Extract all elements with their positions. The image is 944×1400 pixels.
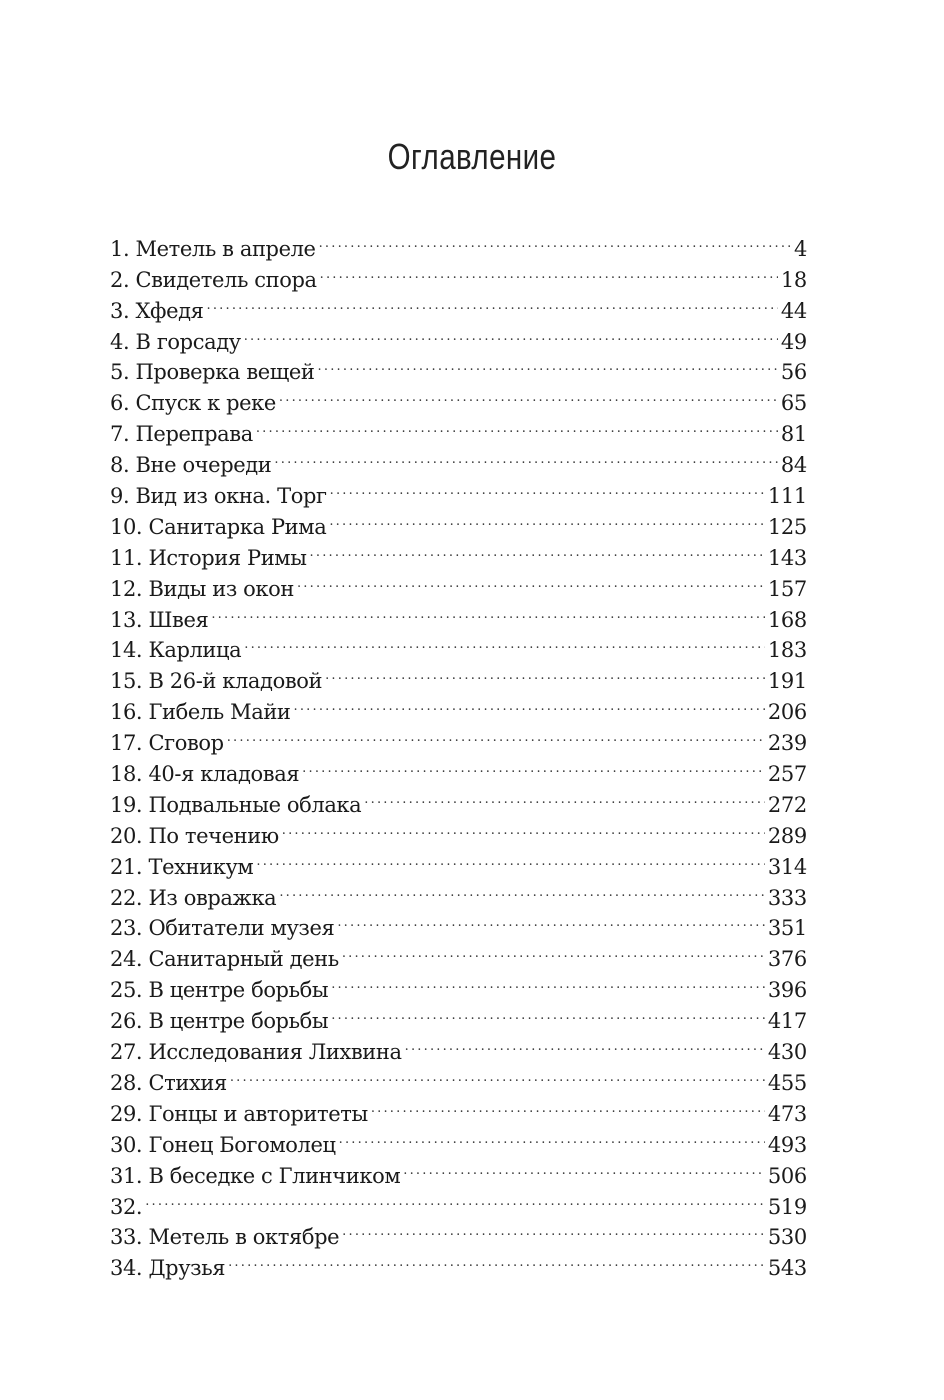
dot-leader (330, 472, 765, 503)
toc-entry-title: 18. 40-я кладовая (110, 762, 300, 787)
toc-entry-title: 15. В 26-й кладовой (110, 669, 323, 694)
dot-leader (282, 812, 765, 843)
toc-entry-page: 157 (767, 576, 807, 601)
toc-entry-page: 239 (767, 731, 807, 756)
dot-leader (256, 410, 778, 441)
toc-entry-title: 12. Виды из окон (110, 576, 294, 601)
toc-entry-page: 530 (767, 1225, 807, 1250)
toc-entry (110, 627, 807, 663)
toc-entry-page: 65 (780, 391, 807, 416)
dot-leader (342, 1214, 765, 1245)
toc-entry-page: 543 (767, 1256, 807, 1281)
dot-leader (403, 1152, 765, 1183)
toc-entry-title: 33. Метель в октябре (110, 1225, 340, 1250)
toc-entry-title: 34. Друзья (110, 1256, 226, 1281)
toc-entry-title: 14. Карлица (110, 638, 242, 663)
dot-leader (364, 781, 765, 812)
toc-entry-title: 27. Исследования Лихвина (110, 1040, 402, 1065)
toc-entry-title: 9. Вид из окна. Торг (110, 484, 327, 509)
toc-entry-title: 21. Техникум (110, 854, 254, 879)
toc-entry-title: 25. В центре борьбы (110, 978, 329, 1003)
toc-entry-page: 376 (767, 947, 807, 972)
toc-entry-title: 20. По течению (110, 823, 279, 848)
dot-leader (211, 596, 764, 627)
dot-leader (145, 1183, 765, 1214)
toc-entry-title: 28. Стихия (110, 1070, 227, 1095)
toc-entry-page: 506 (767, 1163, 807, 1188)
toc-entry-page: 49 (780, 329, 807, 354)
toc-entry-page: 473 (767, 1101, 807, 1126)
dot-leader (279, 379, 778, 410)
dot-leader (228, 1244, 765, 1275)
toc-entry-title: 17. Сговор (110, 731, 224, 756)
toc-entry-title: 22. Из овражка (110, 885, 277, 910)
toc-entry-page: 183 (767, 638, 807, 663)
toc-entry-page: 81 (780, 422, 807, 447)
toc-entry-page: 191 (767, 669, 807, 694)
toc-entry-page: 430 (767, 1040, 807, 1065)
toc-entry-title: 10. Санитарка Рима (110, 514, 327, 539)
toc-entry-page: 84 (780, 453, 807, 478)
toc-entry-page: 18 (780, 267, 807, 292)
dot-leader (297, 565, 765, 596)
toc-entry-page: 396 (767, 978, 807, 1003)
dot-leader (230, 1059, 765, 1090)
dot-leader (371, 1090, 765, 1121)
toc-entry-title: 30. Гонец Богомолец (110, 1132, 336, 1157)
toc-entry (110, 225, 807, 261)
toc-entry-title: 31. В беседке с Глинчиком (110, 1163, 401, 1188)
toc-entry-page: 417 (767, 1009, 807, 1034)
dot-leader (207, 287, 778, 318)
dot-leader (342, 935, 765, 966)
toc-entry-page: 314 (767, 854, 807, 879)
toc-entry-title: 24. Санитарный день (110, 947, 339, 972)
toc-entry-title: 11. История Римы (110, 545, 307, 570)
toc-entry-title: 5. Проверка вещей (110, 360, 315, 385)
table-of-contents (110, 225, 807, 1281)
toc-entry-page: 272 (767, 792, 807, 817)
dot-leader (294, 688, 765, 719)
dot-leader (310, 534, 765, 565)
toc-entry-page: 519 (767, 1194, 807, 1219)
toc-entry-title: 7. Переправа (110, 422, 253, 447)
dot-leader (244, 318, 778, 349)
dot-leader (244, 627, 765, 658)
dot-leader (302, 750, 765, 781)
toc-entry-title: 4. В горсаду (110, 329, 241, 354)
toc-entry-title: 23. Обитатели музея (110, 916, 335, 941)
toc-entry-title: 32. (110, 1194, 143, 1219)
toc-entry-title: 13. Швея (110, 607, 209, 632)
toc-entry-title: 26. В центре борьбы (110, 1009, 329, 1034)
toc-entry-page: 168 (767, 607, 807, 632)
dot-leader (319, 225, 791, 256)
toc-entry (110, 596, 807, 632)
toc-entry (110, 318, 807, 354)
dot-leader (318, 349, 778, 380)
dot-leader (320, 256, 778, 287)
toc-entry (110, 1214, 807, 1250)
toc-entry-page: 4 (793, 236, 807, 261)
toc-entry-page: 56 (780, 360, 807, 385)
dot-leader (331, 966, 765, 997)
toc-entry-title: 19. Подвальные облака (110, 792, 362, 817)
toc-entry-page: 125 (767, 514, 807, 539)
toc-entry-page: 289 (767, 823, 807, 848)
dot-leader (339, 1121, 765, 1152)
dot-leader (329, 503, 764, 534)
toc-entry-title: 2. Свидетель спора (110, 267, 317, 292)
toc-entry-page: 44 (780, 298, 807, 323)
toc-entry-page: 206 (767, 700, 807, 725)
toc-entry-page: 257 (767, 762, 807, 787)
dot-leader (405, 1028, 765, 1059)
toc-entry-title: 3. Хфедя (110, 298, 204, 323)
dot-leader (227, 719, 765, 750)
toc-entry-title: 1. Метель в апреле (110, 236, 316, 261)
dot-leader (274, 441, 777, 472)
toc-entry-title: 29. Гонцы и авторитеты (110, 1101, 368, 1126)
toc-entry-page: 333 (767, 885, 807, 910)
dot-leader (279, 874, 765, 905)
toc-entry-page: 455 (767, 1070, 807, 1095)
toc-entry-page: 111 (767, 484, 807, 509)
dot-leader (331, 997, 765, 1028)
dot-leader (256, 843, 764, 874)
toc-entry-page: 143 (767, 545, 807, 570)
page-title: Оглавление (387, 136, 557, 178)
toc-entry-page: 351 (767, 916, 807, 941)
toc-entry-title: 8. Вне очереди (110, 453, 272, 478)
toc-entry-title: 6. Спуск к реке (110, 391, 276, 416)
toc-entry-title: 16. Гибель Майи (110, 700, 291, 725)
toc-entry (110, 287, 807, 323)
dot-leader (337, 905, 764, 936)
toc-entry (110, 1183, 807, 1219)
dot-leader (325, 657, 765, 688)
toc-entry-page: 493 (767, 1132, 807, 1157)
